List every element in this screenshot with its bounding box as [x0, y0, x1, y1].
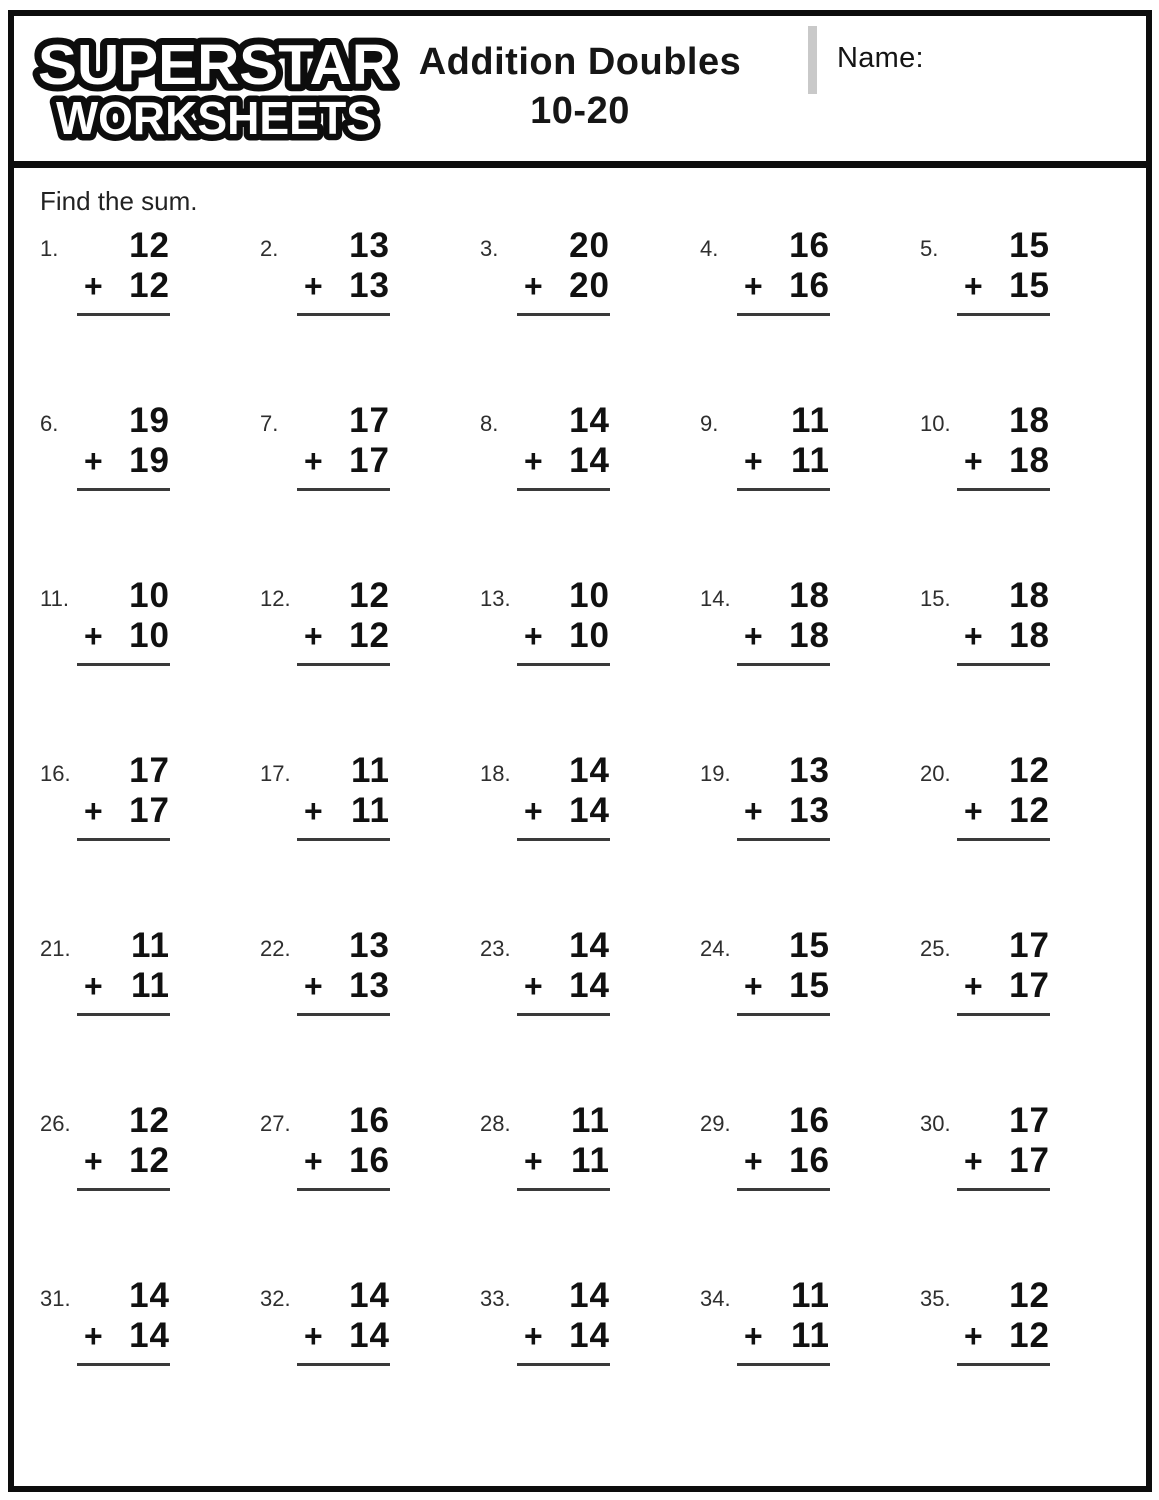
- addend-bottom: 11: [571, 1140, 610, 1180]
- plus-sign: +: [524, 1317, 543, 1354]
- problem: [260, 752, 480, 927]
- plus-sign: +: [524, 617, 543, 654]
- addend-bottom: 15: [1009, 265, 1050, 305]
- addend-bottom-row: [304, 441, 390, 481]
- addend-top: 11: [351, 751, 390, 790]
- problem-number: 31.: [40, 1286, 71, 1311]
- addend-bottom-row: [84, 966, 170, 1006]
- plus-sign: +: [304, 1317, 323, 1354]
- problem-body: [304, 402, 390, 491]
- problem-number: 7.: [260, 411, 279, 436]
- answer-line: [517, 663, 610, 666]
- addend-bottom: 15: [789, 965, 830, 1005]
- addend-bottom: 10: [129, 615, 170, 655]
- plus-sign: +: [84, 267, 103, 304]
- answer-line: [737, 838, 830, 841]
- addend-top: 16: [789, 1101, 830, 1140]
- answer-line: [957, 663, 1050, 666]
- addend-bottom-row: [744, 616, 830, 656]
- answer-line: [297, 1013, 390, 1016]
- answer-line: [77, 838, 170, 841]
- addend-bottom: 14: [569, 790, 610, 830]
- plus-sign: +: [744, 1142, 763, 1179]
- problem-number: 23.: [480, 936, 511, 961]
- addend-bottom: 18: [789, 615, 830, 655]
- addend-top: 14: [349, 1276, 390, 1315]
- plus-sign: +: [524, 967, 543, 1004]
- addend-bottom-row: [524, 791, 610, 831]
- addend-bottom-row: [304, 791, 390, 831]
- answer-line: [77, 1363, 170, 1366]
- answer-line: [737, 663, 830, 666]
- addend-bottom: 14: [569, 1315, 610, 1355]
- problem-body: [84, 752, 170, 841]
- problem-body: [304, 752, 390, 841]
- answer-line: [77, 488, 170, 491]
- problem-body: [304, 1102, 390, 1191]
- addend-top: 14: [569, 751, 610, 790]
- plus-sign: +: [304, 967, 323, 1004]
- addend-bottom: 14: [129, 1315, 170, 1355]
- problem-body: [964, 227, 1050, 316]
- problem-body: [84, 1102, 170, 1191]
- problem-number: 6.: [40, 411, 59, 436]
- plus-sign: +: [744, 1317, 763, 1354]
- problem-number: 22.: [260, 936, 291, 961]
- problem-number: 26.: [40, 1111, 71, 1136]
- answer-line: [297, 838, 390, 841]
- addend-bottom: 11: [791, 1315, 830, 1355]
- problem-body: [964, 927, 1050, 1016]
- addend-top: 17: [349, 401, 390, 440]
- worksheet-page: [8, 10, 1152, 1492]
- problem: [700, 1277, 920, 1452]
- problem: [920, 927, 1140, 1102]
- problem: [260, 927, 480, 1102]
- plus-sign: +: [964, 792, 983, 829]
- addend-top: 14: [569, 926, 610, 965]
- problem-body: [744, 1102, 830, 1191]
- answer-line: [957, 313, 1050, 316]
- plus-sign: +: [744, 617, 763, 654]
- answer-line: [517, 838, 610, 841]
- problem-number: 33.: [480, 1286, 511, 1311]
- problem-number: 21.: [40, 936, 71, 961]
- addend-bottom-row: [744, 966, 830, 1006]
- addend-bottom-row: [964, 441, 1050, 481]
- plus-sign: +: [744, 967, 763, 1004]
- problem-number: 28.: [480, 1111, 511, 1136]
- addend-top: 14: [569, 401, 610, 440]
- plus-sign: +: [304, 617, 323, 654]
- problem: [40, 227, 260, 402]
- problem-number: 16.: [40, 761, 71, 786]
- answer-line: [297, 1188, 390, 1191]
- problem: [260, 1102, 480, 1277]
- answer-line: [517, 1363, 610, 1366]
- addend-bottom: 17: [1009, 965, 1050, 1005]
- answer-line: [737, 313, 830, 316]
- problem: [700, 752, 920, 927]
- addend-bottom-row: [744, 441, 830, 481]
- addend-bottom: 12: [129, 1140, 170, 1180]
- answer-line: [77, 663, 170, 666]
- addend-top: 19: [129, 401, 170, 440]
- plus-sign: +: [964, 267, 983, 304]
- plus-sign: +: [744, 267, 763, 304]
- problem-body: [964, 577, 1050, 666]
- addend-bottom-row: [304, 966, 390, 1006]
- problem-body: [964, 402, 1050, 491]
- answer-line: [77, 1013, 170, 1016]
- addend-bottom: 20: [569, 265, 610, 305]
- addend-top: 17: [1009, 926, 1050, 965]
- answer-line: [517, 1188, 610, 1191]
- addend-bottom-row: [524, 616, 610, 656]
- problem-body: [964, 1277, 1050, 1366]
- answer-line: [297, 488, 390, 491]
- problem-body: [524, 227, 610, 316]
- answer-line: [517, 488, 610, 491]
- name-label: Name:: [837, 42, 924, 74]
- plus-sign: +: [524, 267, 543, 304]
- addend-top: 11: [791, 1276, 830, 1315]
- addend-bottom: 16: [789, 265, 830, 305]
- addend-bottom-row: [524, 441, 610, 481]
- page-title-line2: 10-20: [530, 90, 630, 133]
- addend-bottom: 16: [789, 1140, 830, 1180]
- problem-number: 13.: [480, 586, 511, 611]
- problem-body: [84, 927, 170, 1016]
- problem-number: 30.: [920, 1111, 951, 1136]
- problem-number: 27.: [260, 1111, 291, 1136]
- problem: [40, 752, 260, 927]
- addend-top: 10: [569, 576, 610, 615]
- problem: [700, 927, 920, 1102]
- page-title: [419, 38, 742, 137]
- problem: [480, 927, 700, 1102]
- addend-bottom-row: [964, 1316, 1050, 1356]
- addend-bottom: 14: [569, 965, 610, 1005]
- superstar-worksheets-logo: [26, 28, 406, 150]
- problem-number: 32.: [260, 1286, 291, 1311]
- addend-top: 11: [571, 1101, 610, 1140]
- plus-sign: +: [304, 442, 323, 479]
- plus-sign: +: [84, 1142, 103, 1179]
- problem: [920, 577, 1140, 752]
- answer-line: [737, 1188, 830, 1191]
- problem: [700, 402, 920, 577]
- plus-sign: +: [744, 792, 763, 829]
- plus-sign: +: [964, 1142, 983, 1179]
- problem-body: [84, 577, 170, 666]
- plus-sign: +: [964, 967, 983, 1004]
- addend-top: 14: [569, 1276, 610, 1315]
- problem: [480, 1277, 700, 1452]
- problem-body: [964, 752, 1050, 841]
- addend-bottom-row: [964, 1141, 1050, 1181]
- addend-top: 20: [569, 226, 610, 265]
- name-divider-bar: [808, 26, 817, 94]
- addend-bottom: 17: [349, 440, 390, 480]
- problem-number: 4.: [700, 236, 719, 261]
- addend-bottom-row: [84, 791, 170, 831]
- addend-top: 17: [129, 751, 170, 790]
- addend-bottom: 13: [349, 965, 390, 1005]
- problem-number: 29.: [700, 1111, 731, 1136]
- instructions-text: Find the sum.: [40, 186, 198, 216]
- addend-bottom-row: [304, 266, 390, 306]
- addend-bottom: 12: [349, 615, 390, 655]
- addend-top: 10: [129, 576, 170, 615]
- problem: [260, 1277, 480, 1452]
- addend-bottom: 17: [1009, 1140, 1050, 1180]
- addend-top: 15: [1009, 226, 1050, 265]
- addend-top: 18: [789, 576, 830, 615]
- addend-bottom-row: [964, 791, 1050, 831]
- problem-body: [304, 577, 390, 666]
- plus-sign: +: [964, 442, 983, 479]
- addend-bottom: 18: [1009, 440, 1050, 480]
- problem-number: 24.: [700, 936, 731, 961]
- problem: [260, 227, 480, 402]
- addend-top: 18: [1009, 401, 1050, 440]
- addend-top: 16: [789, 226, 830, 265]
- problem-number: 3.: [480, 236, 499, 261]
- problem: [480, 402, 700, 577]
- plus-sign: +: [84, 442, 103, 479]
- problem: [920, 227, 1140, 402]
- problem-body: [524, 1102, 610, 1191]
- problem-number: 15.: [920, 586, 951, 611]
- addend-bottom-row: [304, 1316, 390, 1356]
- problem-body: [524, 927, 610, 1016]
- problem: [40, 1277, 260, 1452]
- addend-bottom-row: [524, 1141, 610, 1181]
- addend-bottom-row: [84, 616, 170, 656]
- addend-top: 13: [349, 226, 390, 265]
- problem-number: 20.: [920, 761, 951, 786]
- addend-bottom: 13: [349, 265, 390, 305]
- problem-body: [84, 227, 170, 316]
- problem-body: [524, 1277, 610, 1366]
- answer-line: [957, 838, 1050, 841]
- addend-bottom-row: [84, 441, 170, 481]
- addend-top: 12: [129, 1101, 170, 1140]
- plus-sign: +: [84, 617, 103, 654]
- addend-top: 12: [1009, 751, 1050, 790]
- plus-sign: +: [524, 792, 543, 829]
- plus-sign: +: [304, 267, 323, 304]
- addend-bottom: 11: [131, 965, 170, 1005]
- addend-top: 13: [789, 751, 830, 790]
- problem-number: 8.: [480, 411, 499, 436]
- problem-body: [964, 1102, 1050, 1191]
- addend-top: 13: [349, 926, 390, 965]
- problem-body: [744, 752, 830, 841]
- problem-number: 34.: [700, 1286, 731, 1311]
- addend-bottom-row: [84, 1316, 170, 1356]
- problem: [920, 752, 1140, 927]
- problem: [480, 577, 700, 752]
- answer-line: [737, 1363, 830, 1366]
- problem: [480, 227, 700, 402]
- addend-bottom-row: [744, 1316, 830, 1356]
- problem-body: [524, 402, 610, 491]
- answer-line: [77, 313, 170, 316]
- logo-line2: WORKSHEETS: [56, 92, 376, 144]
- problem: [920, 1277, 1140, 1452]
- addend-bottom-row: [744, 266, 830, 306]
- addend-bottom-row: [84, 266, 170, 306]
- answer-line: [297, 1363, 390, 1366]
- problem: [40, 927, 260, 1102]
- answer-line: [957, 1188, 1050, 1191]
- problem-body: [524, 577, 610, 666]
- addend-top: 15: [789, 926, 830, 965]
- problem-number: 35.: [920, 1286, 951, 1311]
- answer-line: [737, 1013, 830, 1016]
- header: [14, 16, 1146, 168]
- problem-body: [744, 577, 830, 666]
- problem: [40, 402, 260, 577]
- addend-bottom: 17: [129, 790, 170, 830]
- addend-bottom-row: [524, 266, 610, 306]
- addend-bottom: 18: [1009, 615, 1050, 655]
- plus-sign: +: [524, 1142, 543, 1179]
- problem-body: [744, 927, 830, 1016]
- problem: [40, 577, 260, 752]
- problem: [260, 577, 480, 752]
- problem-number: 14.: [700, 586, 731, 611]
- addend-top: 12: [1009, 1276, 1050, 1315]
- problem-number: 5.: [920, 236, 939, 261]
- page-title-line1: Addition Doubles: [418, 41, 742, 83]
- plus-sign: +: [744, 442, 763, 479]
- plus-sign: +: [964, 1317, 983, 1354]
- addend-bottom: 11: [791, 440, 830, 480]
- problem: [920, 402, 1140, 577]
- addend-bottom-row: [964, 966, 1050, 1006]
- addend-bottom-row: [304, 616, 390, 656]
- logo-bubble-text-svg: [26, 28, 406, 150]
- answer-line: [517, 313, 610, 316]
- plus-sign: +: [304, 792, 323, 829]
- addend-bottom-row: [964, 616, 1050, 656]
- addend-bottom: 13: [789, 790, 830, 830]
- problem: [480, 1102, 700, 1277]
- problem-body: [84, 1277, 170, 1366]
- problem-body: [304, 927, 390, 1016]
- addend-top: 12: [349, 576, 390, 615]
- worksheet-body: [14, 168, 1146, 1452]
- addend-top: 11: [131, 926, 170, 965]
- plus-sign: +: [964, 617, 983, 654]
- problem-number: 11.: [40, 586, 69, 611]
- answer-line: [957, 1013, 1050, 1016]
- problems-grid: [40, 223, 1146, 1452]
- addend-bottom-row: [744, 1141, 830, 1181]
- answer-line: [737, 488, 830, 491]
- addend-bottom-row: [524, 1316, 610, 1356]
- answer-line: [297, 313, 390, 316]
- plus-sign: +: [304, 1142, 323, 1179]
- addend-top: 18: [1009, 576, 1050, 615]
- addend-bottom: 14: [569, 440, 610, 480]
- addend-top: 11: [791, 401, 830, 440]
- addend-bottom: 19: [129, 440, 170, 480]
- problem-number: 19.: [700, 761, 731, 786]
- problem: [40, 1102, 260, 1277]
- addend-bottom: 12: [129, 265, 170, 305]
- answer-line: [957, 488, 1050, 491]
- problem-body: [744, 1277, 830, 1366]
- problem-body: [84, 402, 170, 491]
- addend-bottom: 10: [569, 615, 610, 655]
- problem: [920, 1102, 1140, 1277]
- plus-sign: +: [84, 792, 103, 829]
- addend-bottom: 12: [1009, 790, 1050, 830]
- problem-body: [744, 227, 830, 316]
- problem-number: 25.: [920, 936, 951, 961]
- answer-line: [957, 1363, 1050, 1366]
- addend-bottom: 14: [349, 1315, 390, 1355]
- problem-number: 17.: [260, 761, 291, 786]
- addend-bottom: 12: [1009, 1315, 1050, 1355]
- problem-number: 12.: [260, 586, 291, 611]
- problem-body: [744, 402, 830, 491]
- addend-top: 14: [129, 1276, 170, 1315]
- problem-number: 2.: [260, 236, 279, 261]
- addend-bottom-row: [524, 966, 610, 1006]
- problem-body: [304, 227, 390, 316]
- addend-top: 17: [1009, 1101, 1050, 1140]
- addend-bottom-row: [964, 266, 1050, 306]
- problem-number: 9.: [700, 411, 719, 436]
- plus-sign: +: [524, 442, 543, 479]
- addend-top: 12: [129, 226, 170, 265]
- problem: [700, 577, 920, 752]
- answer-line: [77, 1188, 170, 1191]
- problem: [700, 1102, 920, 1277]
- plus-sign: +: [84, 1317, 103, 1354]
- problem: [700, 227, 920, 402]
- problem-number: 10.: [920, 411, 951, 436]
- addend-bottom-row: [744, 791, 830, 831]
- problem: [260, 402, 480, 577]
- answer-line: [297, 663, 390, 666]
- problem: [480, 752, 700, 927]
- problem-number: 18.: [480, 761, 511, 786]
- addend-bottom-row: [84, 1141, 170, 1181]
- addend-bottom: 16: [349, 1140, 390, 1180]
- plus-sign: +: [84, 967, 103, 1004]
- problem-body: [304, 1277, 390, 1366]
- addend-bottom: 11: [351, 790, 390, 830]
- problem-body: [524, 752, 610, 841]
- problem-number: 1.: [40, 236, 59, 261]
- name-section: [808, 26, 924, 94]
- addend-bottom-row: [304, 1141, 390, 1181]
- addend-top: 16: [349, 1101, 390, 1140]
- logo-line1: SUPERSTAR: [38, 33, 395, 97]
- answer-line: [517, 1013, 610, 1016]
